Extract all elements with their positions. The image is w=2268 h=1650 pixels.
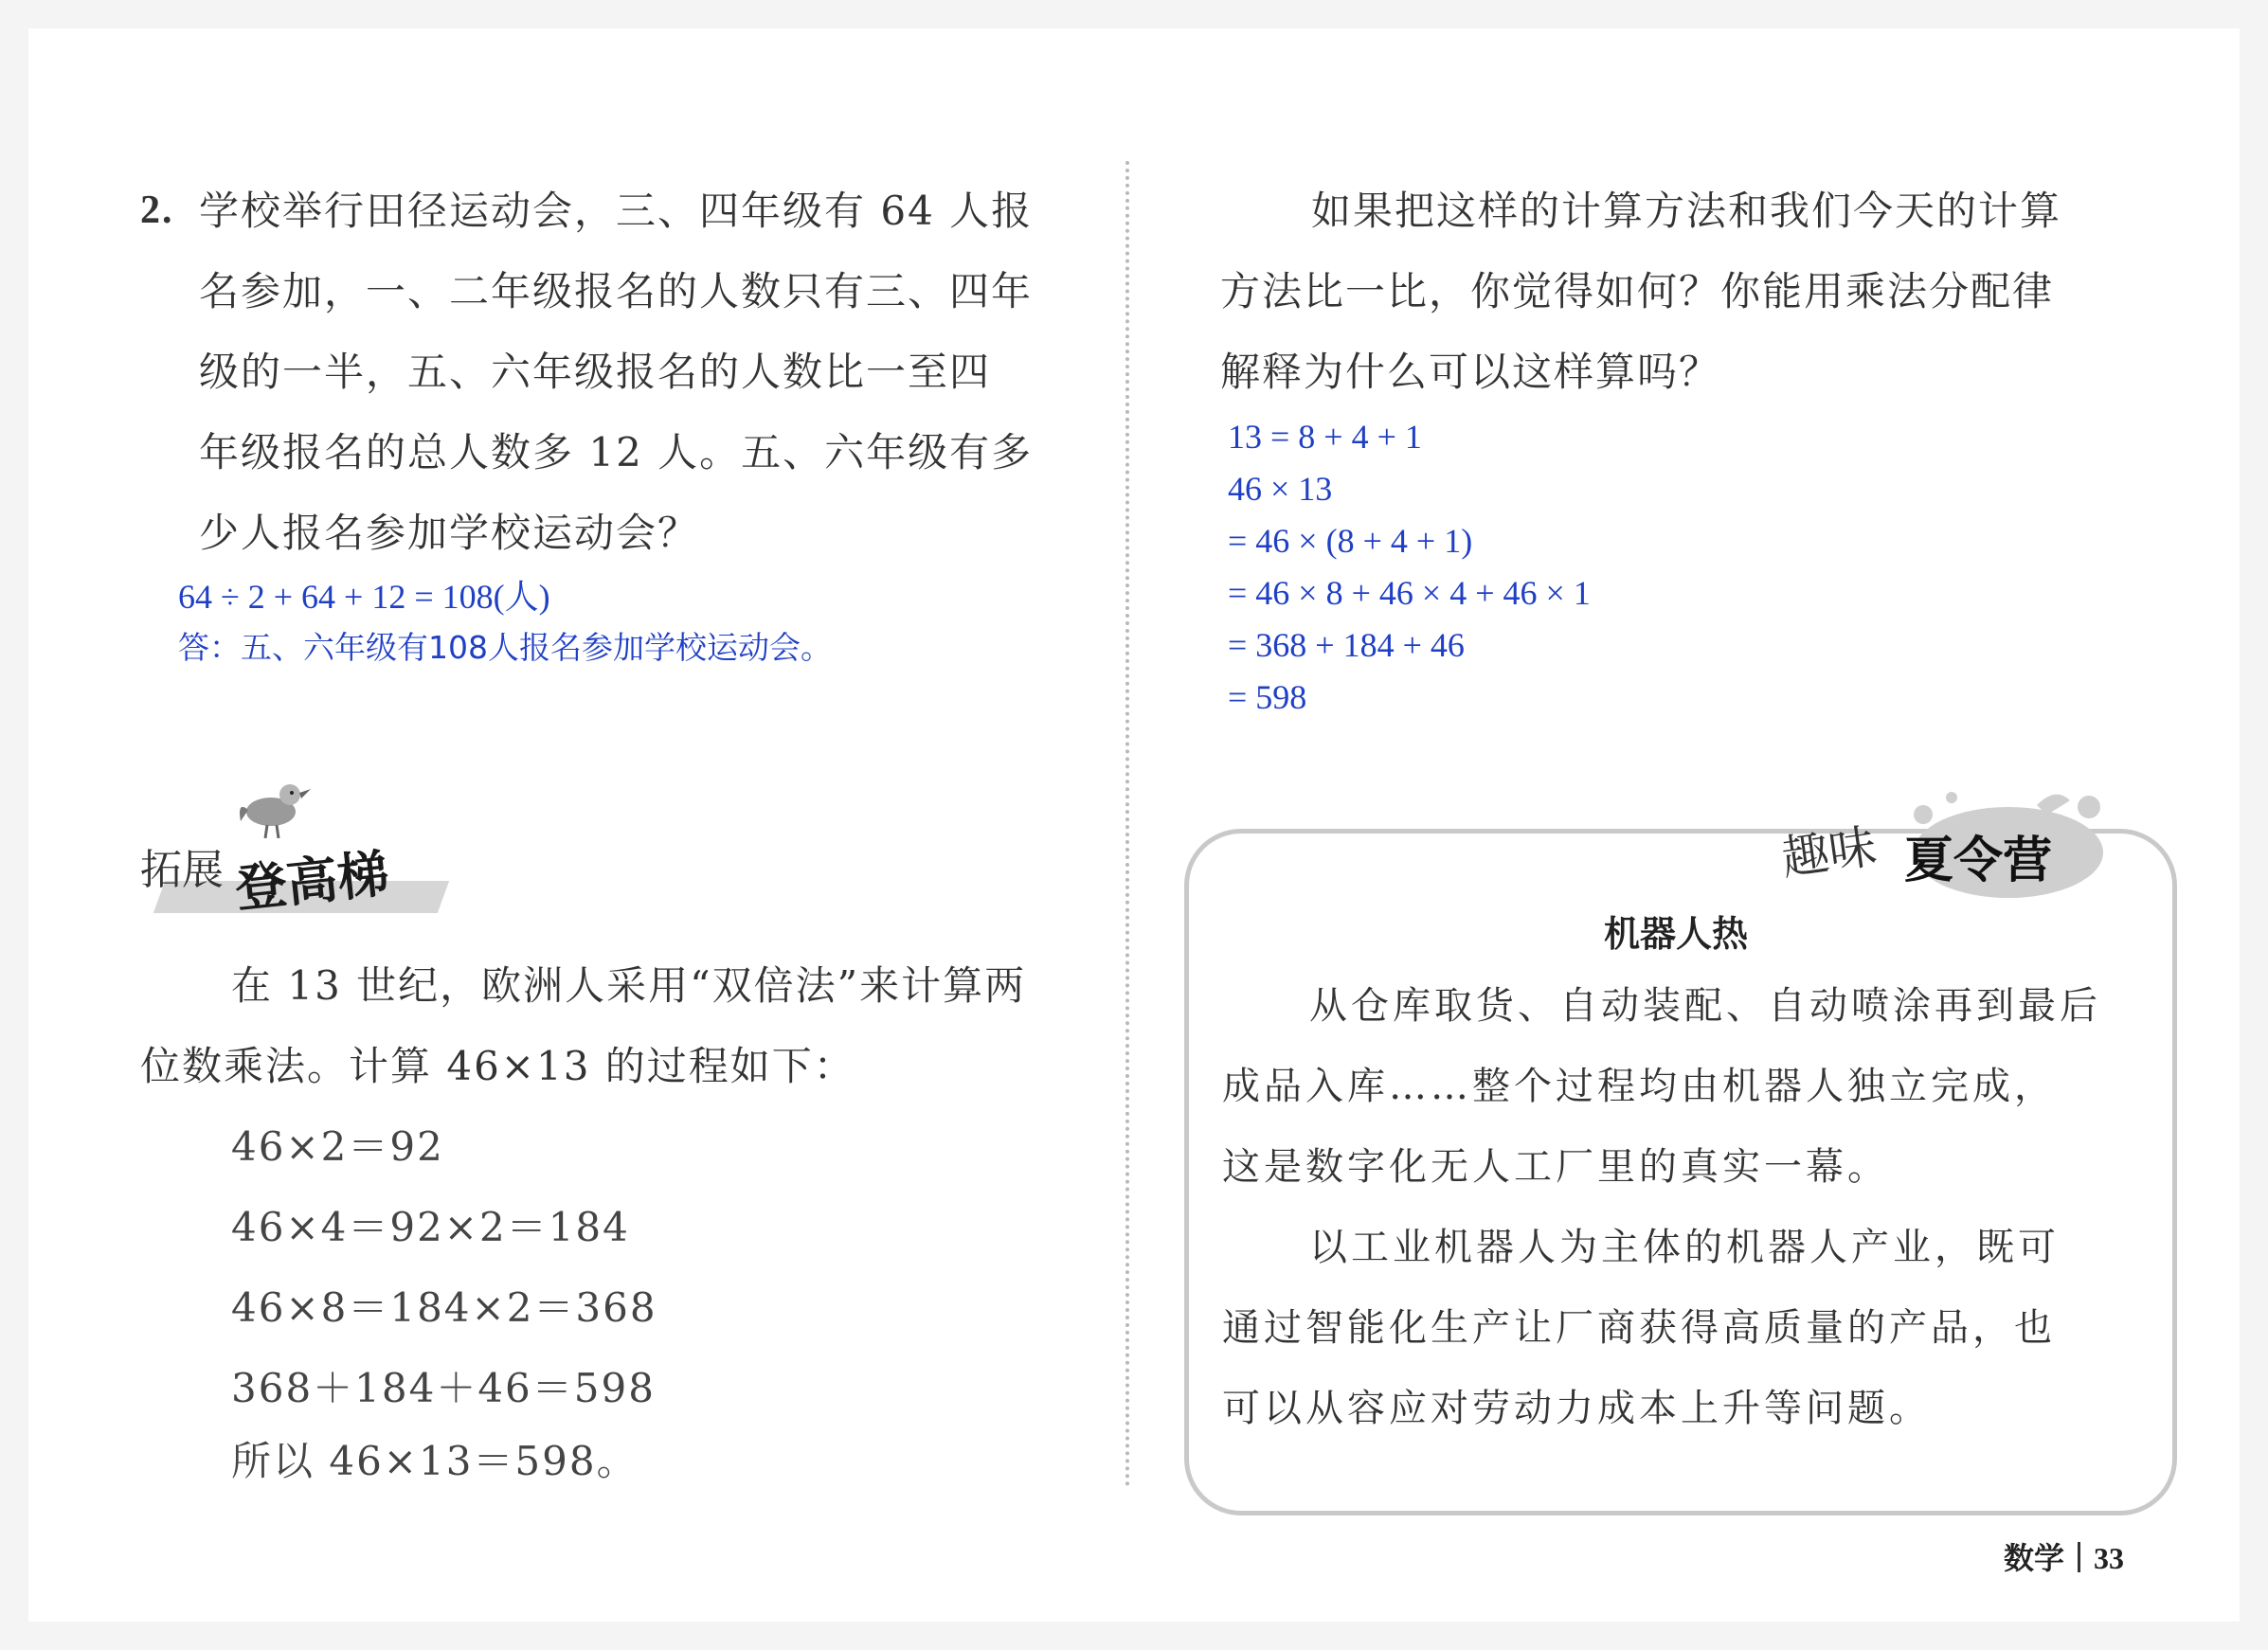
bird-icon [235, 772, 311, 838]
page-footer [2004, 1534, 2124, 1578]
answer-line: = 598 [1228, 678, 1307, 716]
problem-line: 学校举行田径运动会，三、四年级有 64 人报 [199, 188, 1034, 234]
title-big: 登高梯 [232, 843, 392, 920]
intro-line: 位数乘法。计算 46×13 的过程如下： [140, 1043, 855, 1089]
answer-line: = 368 + 184 + 46 [1228, 626, 1465, 664]
intro-line: 在 13 世纪，欧洲人采用“双倍法”来计算两 [231, 962, 1027, 1009]
answer-line: = 46 × (8 + 4 + 1) [1228, 522, 1473, 560]
calc-step: 46×2＝92 [231, 1123, 444, 1170]
question-line: 解释为什么可以这样算吗？ [1220, 349, 1721, 395]
problem-number: 2. [140, 188, 174, 232]
title-small: 拓展 [140, 846, 224, 894]
calc-step: 46×4＝92×2＝184 [231, 1204, 630, 1250]
extension-intro [140, 945, 1050, 1106]
answer-line: 46 × 13 [1228, 470, 1333, 508]
paragraph-line: 通过智能化生产让厂商获得高质量的产品，也 [1222, 1306, 2056, 1350]
answer-formula: 64 ÷ 2 + 64 + 12 = 108(人) [178, 578, 550, 616]
camp-article-title: 机器人热 [1603, 913, 1748, 955]
answer-sentence: 答：五、六年级有108人报名参加学校运动会。 [178, 629, 832, 666]
calculation-steps [231, 1106, 657, 1495]
paragraph-line: 可以从容应对劳动力成本上升等问题。 [1222, 1387, 1931, 1430]
right-question [1220, 170, 2168, 412]
footer-subject: 数学 [2004, 1540, 2065, 1576]
right-answer [1228, 411, 1591, 724]
problem-2 [140, 170, 1040, 573]
answer-line: 13 = 8 + 4 + 1 [1228, 418, 1422, 456]
footer-separator [2078, 1542, 2080, 1572]
problem-2-answer [178, 571, 832, 673]
calc-conclusion: 所以 46×13＝598。 [231, 1438, 639, 1484]
column-divider [1125, 161, 1129, 1487]
calc-step: 368＋184＋46＝598 [231, 1365, 656, 1411]
extension-title [140, 815, 462, 919]
question-line: 方法比一比，你觉得如何？你能用乘法分配律 [1220, 268, 2055, 314]
answer-line: = 46 × 8 + 46 × 4 + 46 × 1 [1228, 574, 1591, 612]
label-fun: 趣味 [1778, 818, 1881, 887]
paragraph-line: 这是数字化无人工厂里的真实一幕。 [1222, 1145, 1889, 1189]
label-camp: 夏令营 [1904, 833, 2053, 889]
camp-article-body [1222, 966, 2151, 1449]
paragraph-line: 成品入库……整个过程均由机器人独立完成， [1222, 1065, 2056, 1108]
calc-step: 46×8＝184×2＝368 [231, 1284, 657, 1331]
problem-line: 年级报名的总人数多 12 人。五、六年级有多 [199, 429, 1034, 475]
summer-camp-label [1778, 796, 2122, 900]
problem-line: 名参加，一、二年级报名的人数只有三、四年 [199, 268, 1034, 314]
paragraph-line: 从仓库取货、自动装配、自动喷涂再到最后 [1309, 984, 2101, 1028]
problem-line: 级的一半，五、六年级报名的人数比一至四 [199, 349, 992, 395]
paragraph-line: 以工业机器人为主体的机器人产业，既可 [1309, 1226, 2060, 1269]
question-line: 如果把这样的计算方法和我们今天的计算 [1311, 188, 2062, 234]
page-number: 33 [2094, 1541, 2125, 1575]
problem-line: 少人报名参加学校运动会？ [199, 510, 700, 556]
